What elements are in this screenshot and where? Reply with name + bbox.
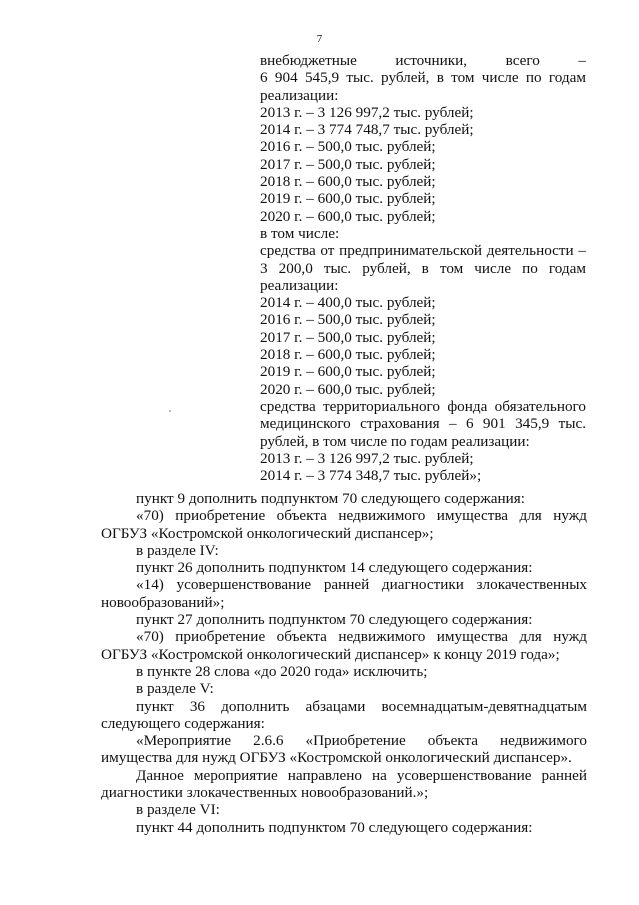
- paragraph: «Мероприятие 2.6.6 «Приобретение объекта недвижимого имущества для нужд ОГБУЗ «Костромской онкологический диспансер».: [101, 732, 587, 767]
- funding-line: 2018 г. – 600,0 тыс. рублей;: [260, 346, 436, 364]
- paragraph: пункт 44 дополнить подпунктом 70 следующего содержания:: [136, 818, 533, 836]
- paragraph: пункт 27 дополнить подпунктом 70 следующего содержания:: [136, 611, 533, 629]
- funding-line: 2020 г. – 600,0 тыс. рублей;: [260, 207, 436, 225]
- paragraph: в разделе VI:: [136, 801, 220, 819]
- paragraph: в пункте 28 слова «до 2020 года» исключить;: [136, 662, 428, 680]
- paragraph: в разделе IV:: [136, 541, 219, 559]
- funding-line: 2014 г. – 3 774 748,7 тыс. рублей;: [260, 121, 474, 139]
- funding-line: внебюджетные источники, всего –: [260, 52, 586, 69]
- scan-speck: [169, 410, 171, 412]
- funding-line: в том числе:: [260, 224, 340, 242]
- funding-line: 2014 г. – 400,0 тыс. рублей;: [260, 294, 436, 312]
- funding-line: 6 904 545,9 тыс. рублей, в том числе по годам: [260, 69, 586, 87]
- funding-line: 2019 г. – 600,0 тыс. рублей;: [260, 190, 436, 208]
- funding-line: 2013 г. – 3 126 997,2 тыс. рублей;: [260, 103, 474, 121]
- funding-line: 3 200,0 тыс. рублей, в том числе по годам: [260, 259, 586, 277]
- paragraph: Данное мероприятие направлено на усовершенствование ранней диагностики злокачественных новообразований.»;: [101, 766, 587, 802]
- funding-line: рублей, в том числе по годам реализации:: [260, 432, 530, 450]
- funding-line: 2014 г. – 3 774 348,7 тыс. рублей»;: [260, 467, 482, 485]
- funding-line: 2020 г. – 600,0 тыс. рублей;: [260, 380, 436, 398]
- funding-line: 2017 г. – 500,0 тыс. рублей;: [260, 328, 436, 346]
- funding-line: средства от предпринимательской деятельности –: [260, 242, 586, 260]
- funding-line: 2019 г. – 600,0 тыс. рублей;: [260, 363, 436, 381]
- paragraph: пункт 9 дополнить подпунктом 70 следующего содержания:: [136, 490, 525, 507]
- funding-line: 2016 г. – 500,0 тыс. рублей;: [260, 311, 436, 329]
- document-body: [101, 490, 587, 836]
- funding-sources-column: [260, 52, 586, 484]
- funding-line: 2018 г. – 600,0 тыс. рублей;: [260, 173, 436, 191]
- paragraph: пункт 26 дополнить подпунктом 14 следующего содержания:: [136, 559, 533, 577]
- paragraph: «70) приобретение объекта недвижимого имущества для нужд ОГБУЗ «Костромской онкологический диспансер»;: [101, 507, 587, 542]
- page-number: 7: [316, 33, 323, 45]
- paragraph: «70) приобретение объекта недвижимого имущества для нужд ОГБУЗ «Костромской онкологический диспансер» к концу 2019 года»;: [101, 628, 587, 663]
- paragraph: в разделе V:: [136, 680, 214, 698]
- funding-line: 2013 г. – 3 126 997,2 тыс. рублей;: [260, 449, 474, 467]
- funding-line: реализации:: [260, 276, 339, 294]
- funding-line: средства территориального фонда обязательного: [260, 397, 586, 415]
- funding-line: реализации:: [260, 86, 339, 104]
- paragraph: «14) усовершенствование ранней диагностики злокачественных новообразований»;: [101, 576, 587, 611]
- funding-line: медицинского страхования – 6 901 345,9 тыс.: [260, 415, 586, 433]
- funding-line: 2017 г. – 500,0 тыс. рублей;: [260, 155, 436, 173]
- funding-line: 2016 г. – 500,0 тыс. рублей;: [260, 138, 436, 156]
- paragraph: пункт 36 дополнить абзацами восемнадцатым-девятнадцатым следующего содержания:: [101, 697, 587, 732]
